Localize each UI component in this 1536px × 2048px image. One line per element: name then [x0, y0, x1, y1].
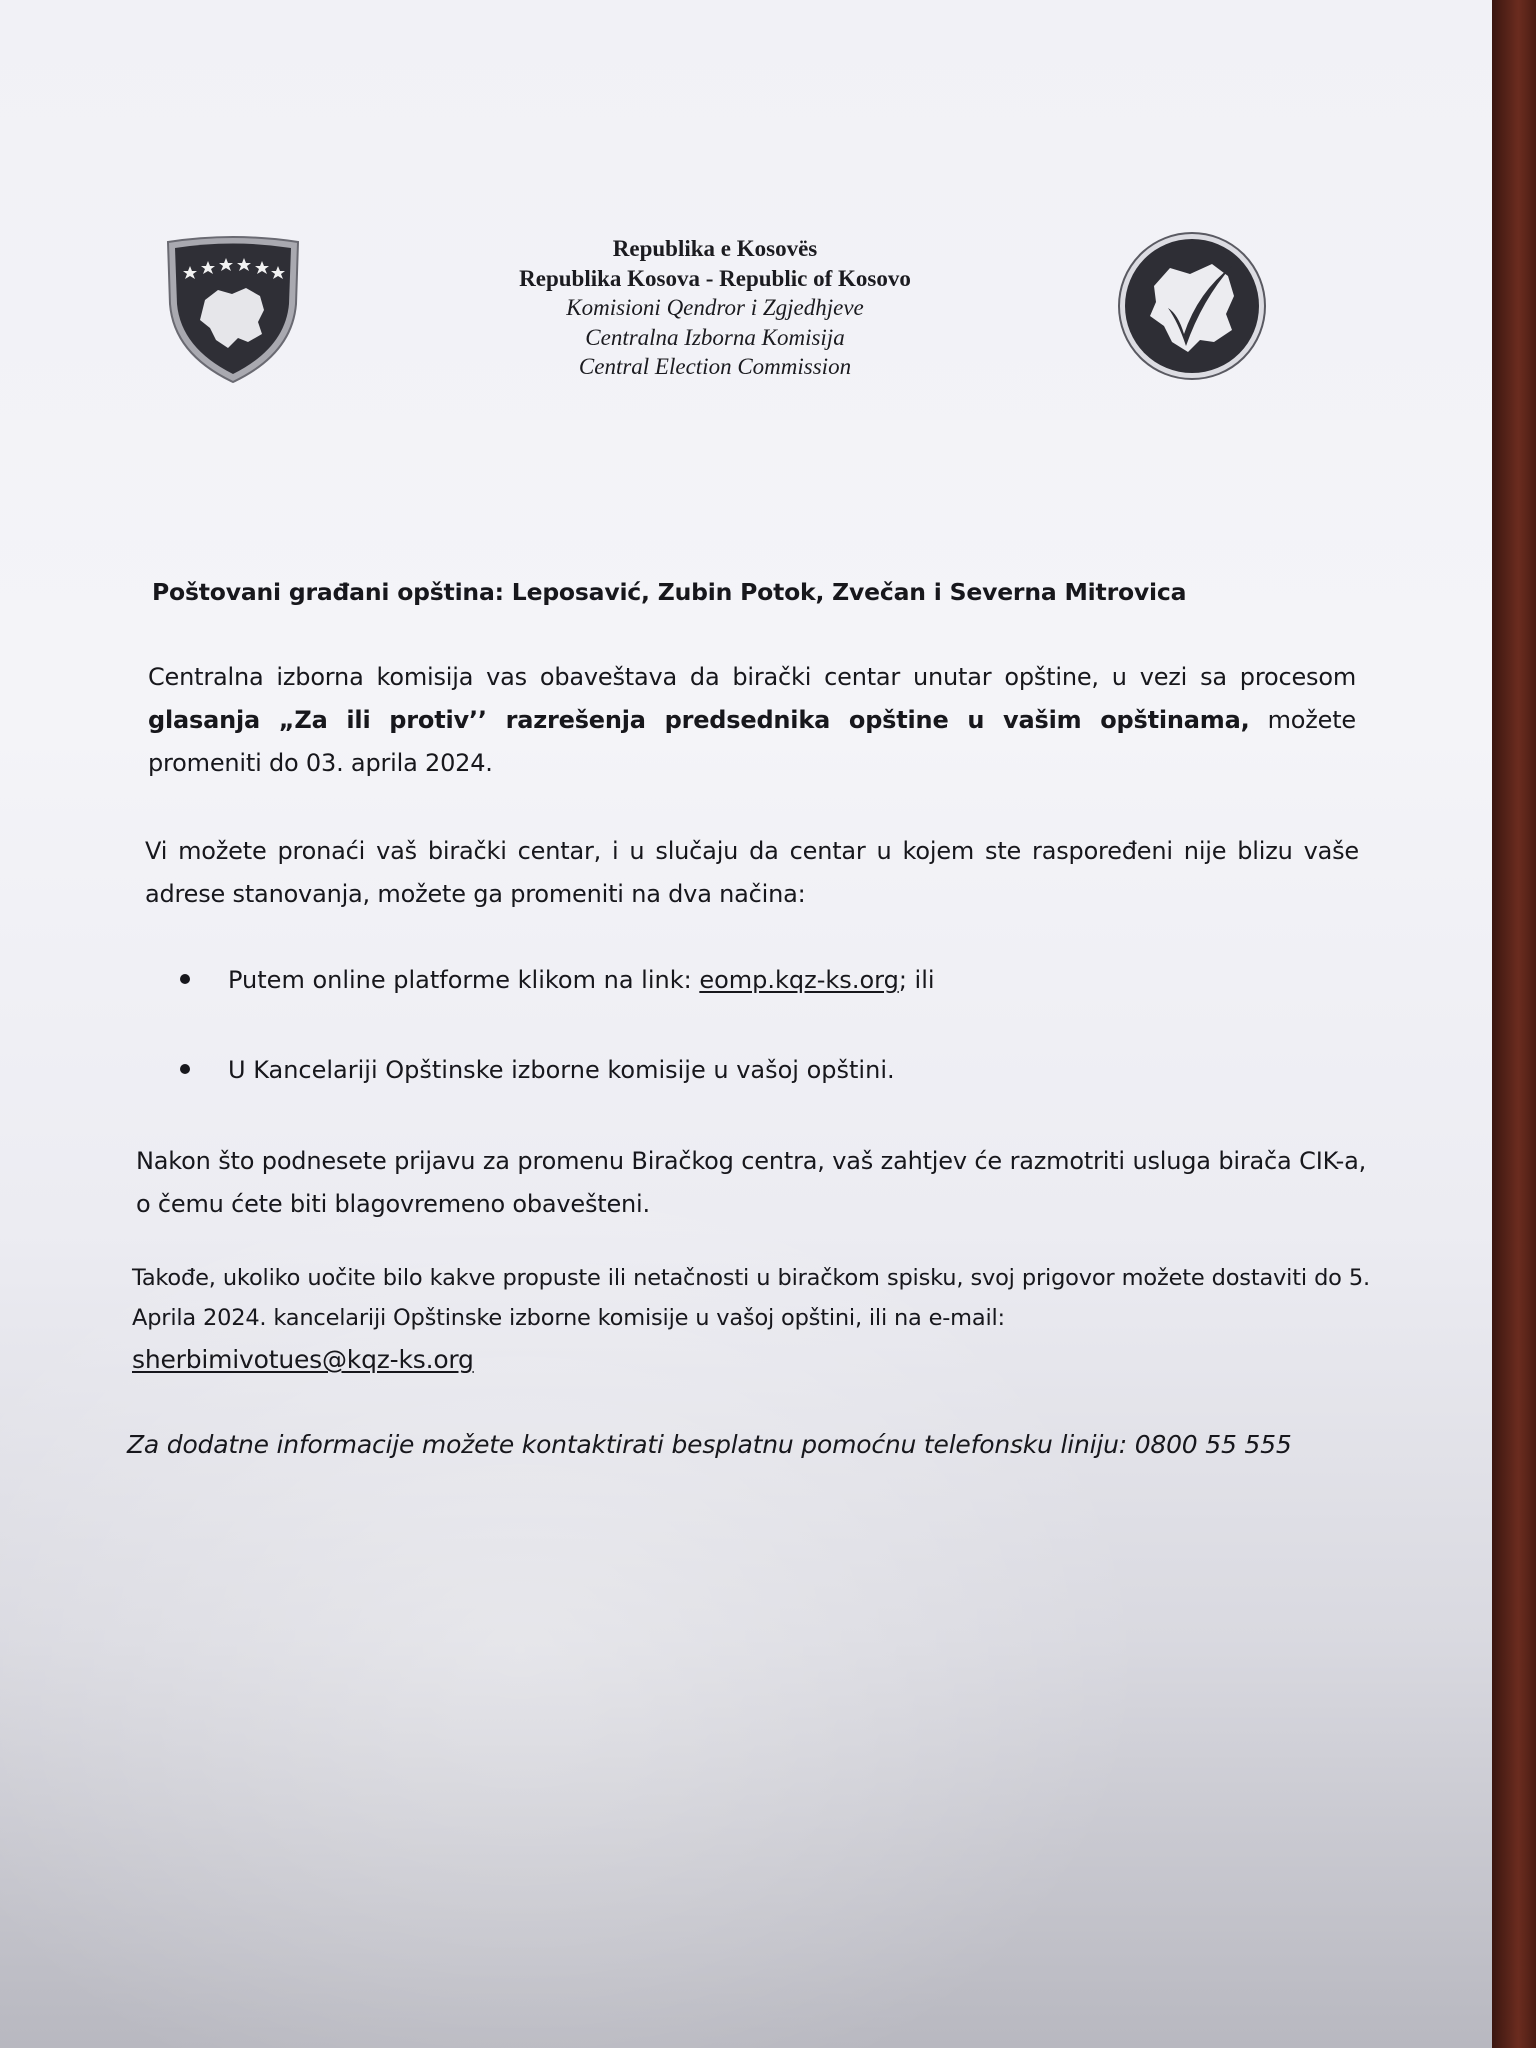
letterhead-line-4: Centralna Izborna Komisija: [585, 324, 845, 350]
election-commission-checkmark-icon: [1116, 230, 1268, 382]
paragraph-after-application: Nakon što podnesete prijavu za promenu Biračkog centra, vaš zahtjev će razmotriti usluga birača CIK-a, o čemu ćete biti blagovremeno obavešteni.: [136, 1147, 1366, 1218]
paragraph-objections: [132, 1258, 1370, 1380]
closing-helpline: Za dodatne informacije možete kontaktirati besplatnu pomoćnu telefonsku liniju: 0800 55 555: [127, 1430, 1292, 1459]
letterhead-line-5: Central Election Commission: [578, 354, 852, 379]
letterhead-line-1: Republika e Kosovës: [612, 236, 818, 261]
email-link[interactable]: sherbimivotues@kqz-ks.org: [132, 1345, 474, 1374]
paragraph-notice: [148, 656, 1356, 785]
paragraph-objections-text: Takođe, ukoliko uočite bilo kakve propuste ili netačnosti u biračkom spisku, svoj prigovor možete dostaviti do 5. Aprila 2024. kancelariji Opštinske izborne komisije u vašoj opštini, ili na e-mail:: [132, 1265, 1370, 1331]
paragraph-how-to-change: Vi možete pronaći vaš birački centar, i u slučaju da centar u kojem ste raspoređeni nije blizu vaše adrese stanovanja, možete ga promeniti na dva načina:: [145, 837, 1359, 908]
letterhead-line-3: Komisioni Qendror i Zgjedhjeve: [566, 295, 864, 320]
online-platform-link[interactable]: eomp.kqz-ks.org: [699, 966, 899, 994]
bullet-icon: [180, 974, 190, 984]
greeting-heading: Poštovani građani opština: Leposavić, Zubin Potok, Zvečan i Severna Mitrovica: [152, 578, 1187, 606]
list-item: [180, 966, 1280, 994]
paragraph-notice-end: možete promeniti do 03. aprila 2024.: [148, 706, 1356, 777]
bullet-icon: [180, 1064, 190, 1074]
letterhead-line-2: Republika Kosova - Republic of Kosovo: [519, 265, 911, 291]
bullet-1-suffix: ; ili: [898, 966, 935, 994]
kosovo-coat-of-arms-icon: [160, 234, 306, 386]
bullet-1-prefix: Putem online platforme klikom na link:: [228, 966, 700, 994]
letterhead: [410, 234, 1020, 382]
table-surface: [1492, 0, 1536, 2048]
list-item: [180, 1056, 1280, 1084]
paragraph-notice-start: Centralna izborna komisija vas obaveštava da birački centar unutar opštine, u vezi sa procesom: [148, 663, 1356, 691]
paragraph-notice-bold: glasanja „Za ili protiv’’ razrešenja predsednika opštine u vašim opštinama,: [148, 706, 1250, 734]
bullet-2-text: U Kancelariji Opštinske izborne komisije u vašoj opštini.: [228, 1056, 895, 1084]
